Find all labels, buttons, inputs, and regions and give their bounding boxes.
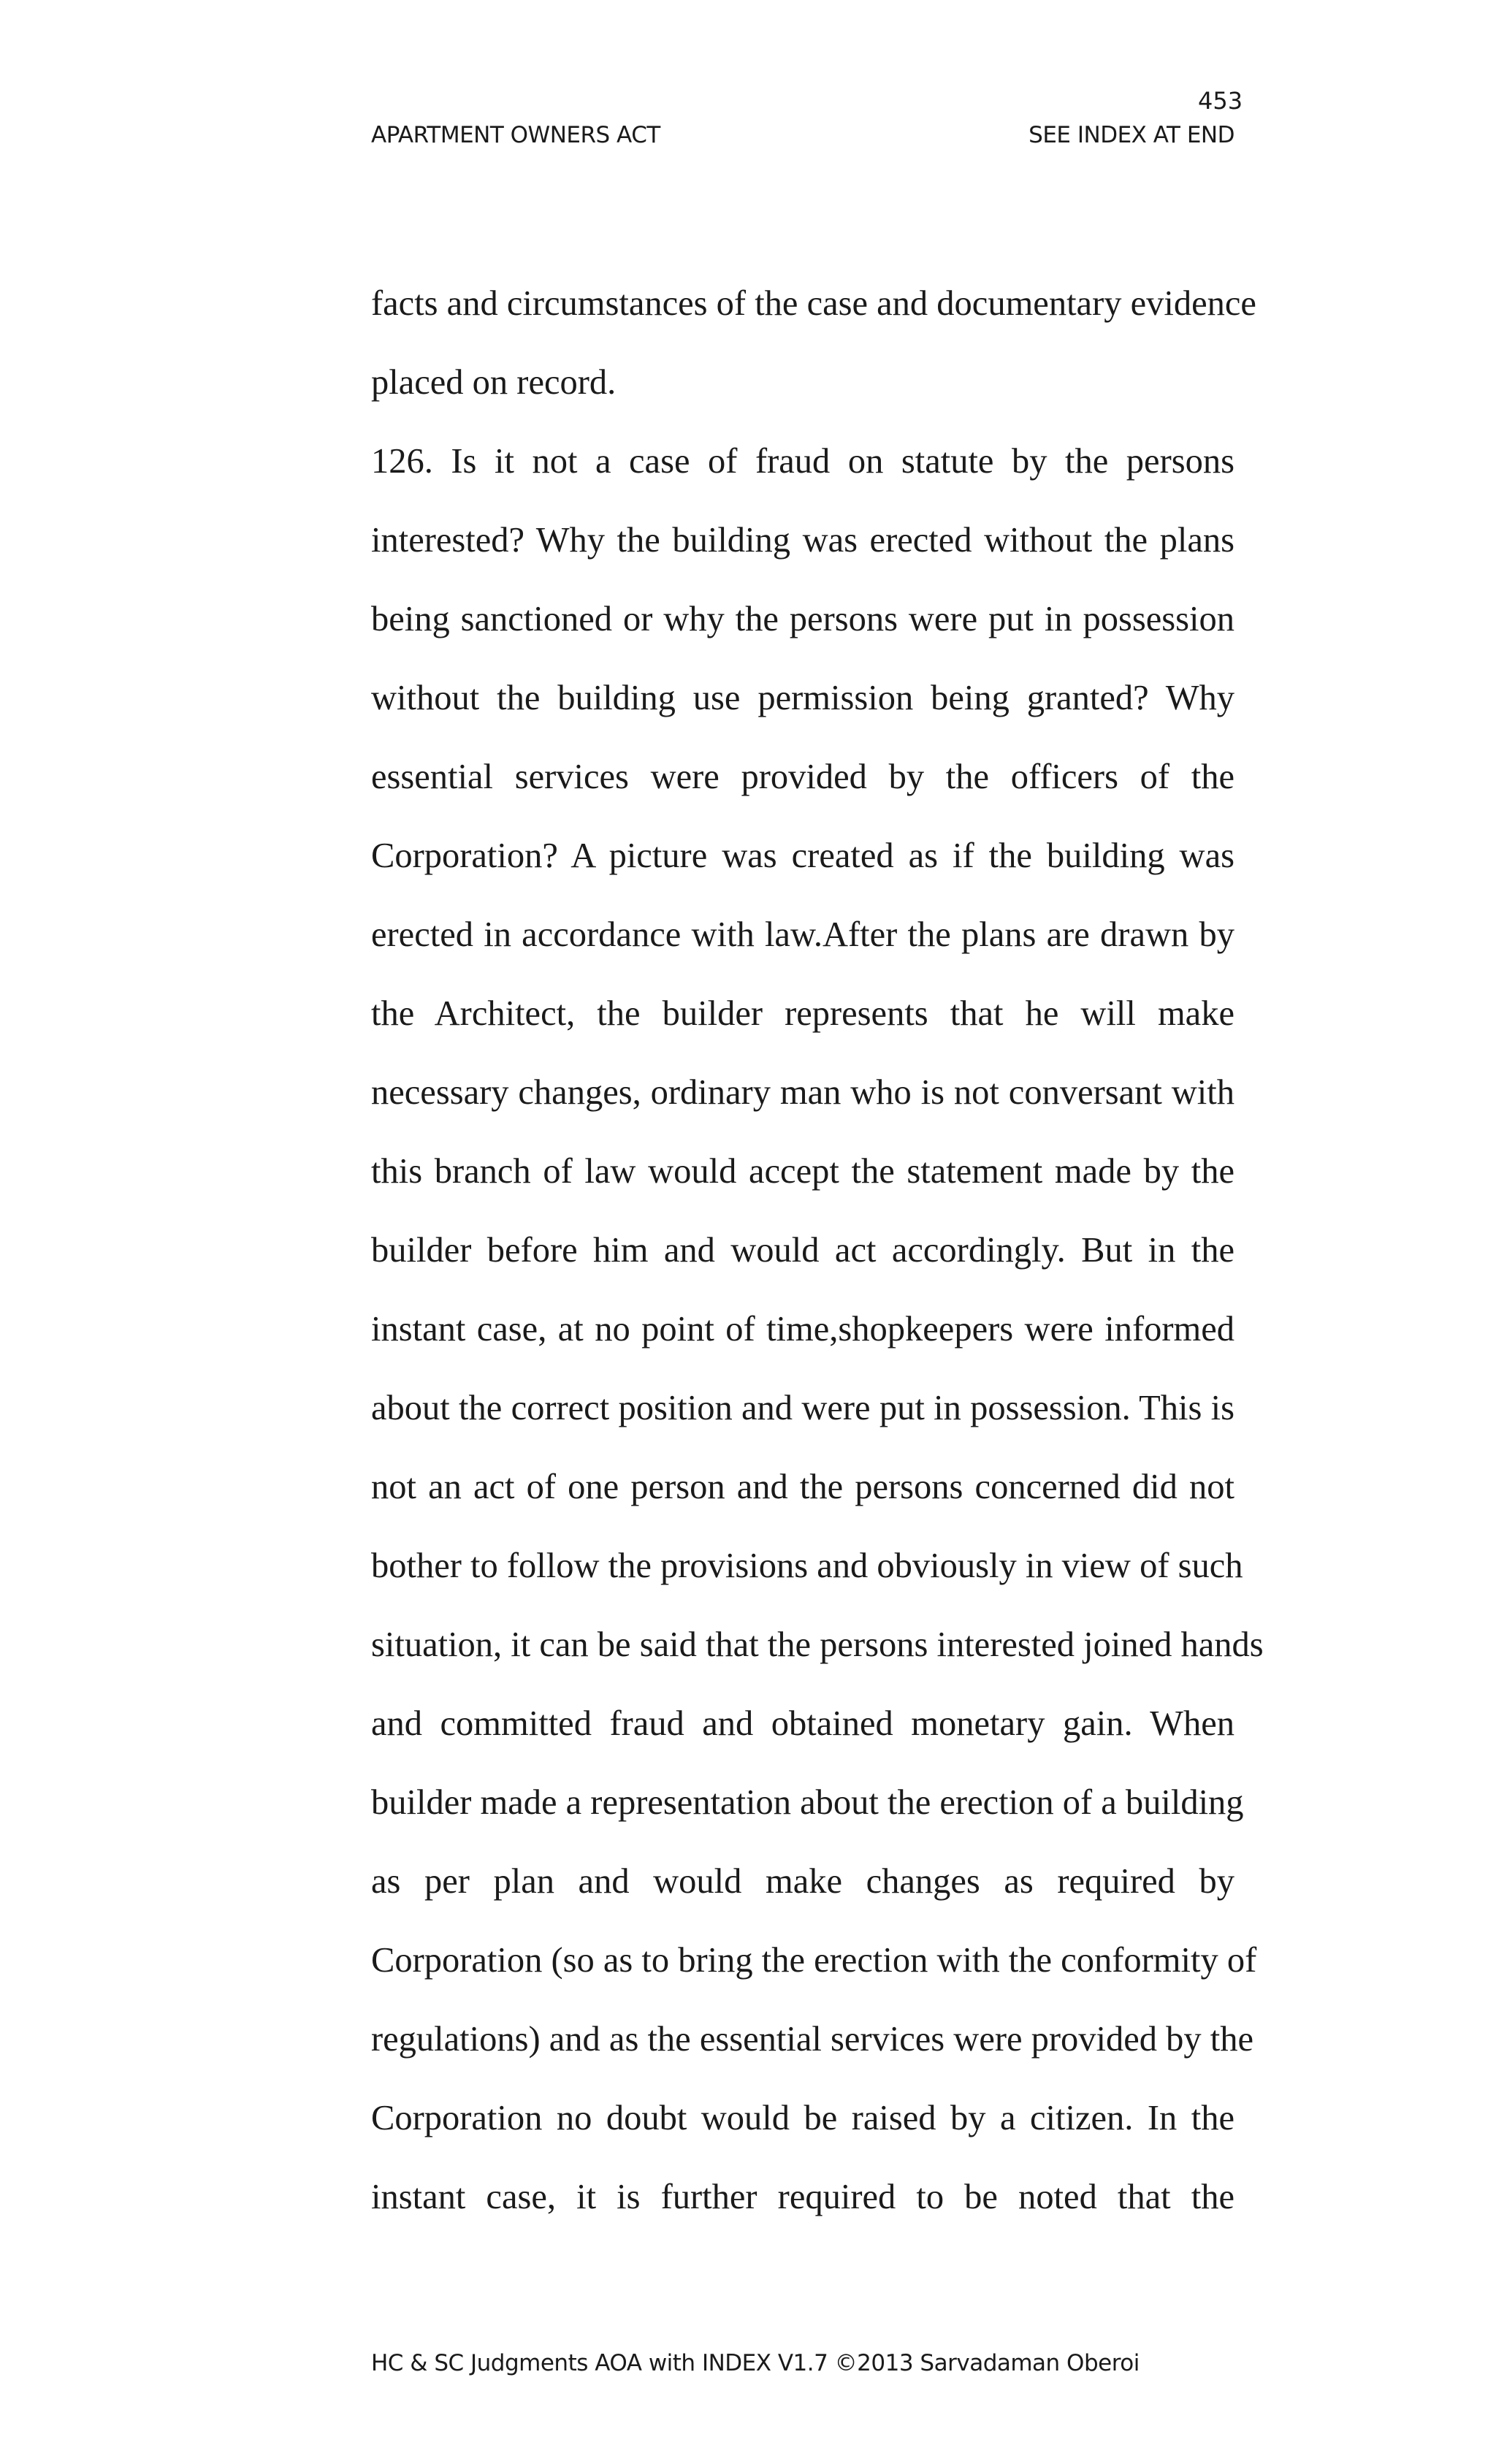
body-line: being sanctioned or why the persons were put in possession	[371, 600, 1234, 638]
body-line: the Architect, the builder represents that he will make	[371, 994, 1234, 1033]
body-line: builder made a representation about the erection of a building	[371, 1783, 1244, 1822]
body-line: Corporation (so as to bring the erection with the conformity of	[371, 1941, 1257, 1980]
body-line: this branch of law would accept the statement made by the	[371, 1152, 1234, 1191]
paragraph-126-start: 126. Is it not a case of fraud on statute by the persons	[371, 442, 1234, 481]
body-line: instant case, at no point of time,shopkeepers were informed	[371, 1310, 1234, 1349]
header-title: APARTMENT OWNERS ACT	[371, 122, 660, 148]
page-number: 453	[1198, 87, 1243, 115]
body-line: erected in accordance with law.After the plans are drawn by	[371, 915, 1234, 954]
body-line: instant case, it is further required to be noted that the	[371, 2178, 1234, 2216]
body-line: Corporation no doubt would be raised by a citizen. In the	[371, 2099, 1234, 2137]
running-header	[371, 121, 1234, 150]
body-line: without the building use permission being granted? Why	[371, 679, 1234, 717]
body-line: essential services were provided by the officers of the	[371, 758, 1234, 796]
body-line: facts and circumstances of the case and documentary evidence	[371, 284, 1256, 323]
body-line: interested? Why the building was erected without the plans	[371, 521, 1234, 560]
body-line: regulations) and as the essential services were provided by the	[371, 2020, 1254, 2059]
body-line: situation, it can be said that the persons interested joined hands	[371, 1625, 1264, 1664]
page-footer: HC & SC Judgments AOA with INDEX V1.7 ©2013 Sarvadaman Oberoi	[371, 2350, 1140, 2376]
body-line: as per plan and would make changes as required by	[371, 1862, 1234, 1901]
body-line: about the correct position and were put in possession. This is	[371, 1389, 1234, 1427]
body-line: and committed fraud and obtained monetary gain. When	[371, 1704, 1234, 1743]
body-line: builder before him and would act accordingly. But in the	[371, 1231, 1234, 1270]
document-body	[371, 264, 1264, 2237]
body-line: necessary changes, ordinary man who is not conversant with	[371, 1073, 1234, 1112]
body-line: Corporation? A picture was created as if the building was	[371, 836, 1234, 875]
body-line: placed on record.	[371, 363, 617, 402]
header-index-note: SEE INDEX AT END	[1028, 122, 1234, 148]
body-line: bother to follow the provisions and obviously in view of such	[371, 1546, 1243, 1585]
body-line: not an act of one person and the persons concerned did not	[371, 1468, 1234, 1506]
